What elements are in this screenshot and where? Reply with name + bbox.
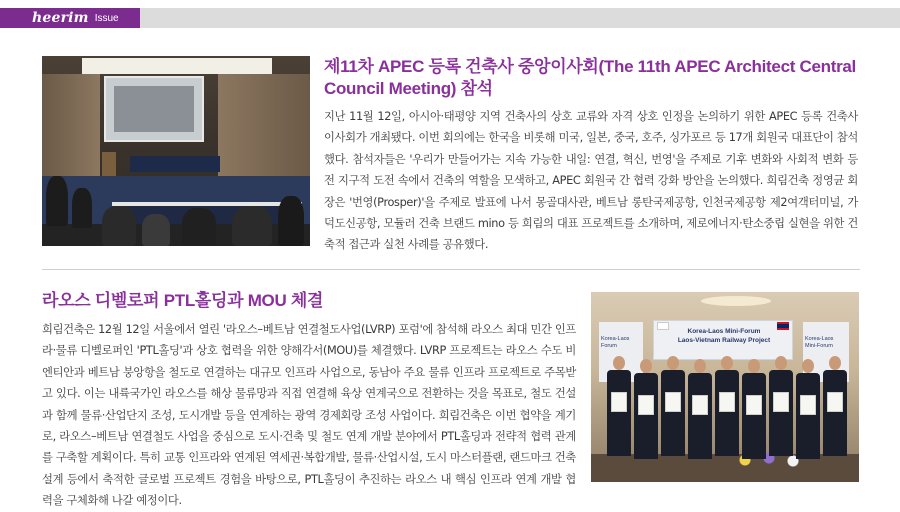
article-title: 제11차 APEC 등록 건축사 중앙이사회(The 11th APEC Architect Central Council Meeting) 참석 [324, 57, 856, 98]
photo-mou-document [665, 392, 681, 412]
photo-mou-document [638, 395, 654, 415]
photo-mou-document [827, 392, 843, 412]
photo-person-suit [769, 370, 793, 456]
photo-person-head [613, 356, 625, 370]
photo-person-head [721, 356, 733, 370]
brand-block [0, 8, 140, 28]
section-label: Issue [94, 12, 119, 24]
conference-photo [42, 56, 310, 246]
photo-person-head [694, 359, 706, 373]
photo-mou-document [719, 392, 735, 412]
photo-person-suit [688, 373, 712, 459]
photo-person-suit [823, 370, 847, 456]
photo-person-head [802, 359, 814, 373]
mou-signing-photo [591, 292, 859, 482]
brand-logo: heerim [32, 10, 89, 26]
photo-mou-document [773, 392, 789, 412]
photo-side-right-text: Korea-Laos Mini-Forum [805, 336, 834, 349]
article-title: 라오스 디벨로퍼 PTL홀딩과 MOU 체결 [42, 291, 324, 310]
photo-person-suit [634, 373, 658, 459]
article-body: 지난 11월 12일, 아시아·태평양 지역 건축사의 상호 교류와 자격 상호 인정을 논의하기 위한 APEC 등록 건축사 이사회가 개최됐다. 이번 회의에는 한국을 비롯해 미국, 일본, 중국, 호주, 싱가포르 등 17개 회원국 대표단이 참석했다. 참석자들은 '우리가 만들어가는 지속 가능한 내일: 연결, 혁신, 번영'을 주제로 기후 변화와 사회적 변화 등 전 지구적 도전 속에서 건축의 역할을 모색하고, APEC 회원국 간 협력 강화 방안을 논의했다. 희림건축 정영균 회장은 '번영(Prosper)'을 주제로 발표에 나서 몽골대사관, 베트남 롱탄국제공항, 인천국제공항 제2여객터미널, 가덕도신공항, 모듈러 건축 브랜드 mino 등 희림의 대표 프로젝트를 소개하며, 제로에너지·탄소중립 실현을 위한 건축적 접근과 실천 사례를 공유했다. [324, 110, 858, 252]
article-ptl-mou [42, 290, 576, 512]
photo-person-suit [607, 370, 631, 456]
photo-mou-document [611, 392, 627, 412]
photo-mou-document [692, 395, 708, 415]
photo-person-head [775, 356, 787, 370]
photo-person-suit [742, 373, 766, 459]
photo-person-suit [661, 370, 685, 456]
photo-mou-document [800, 395, 816, 415]
header-bar [0, 8, 900, 28]
photo-person-head [640, 359, 652, 373]
photo-person-suit [796, 373, 820, 459]
photo-mou-document [746, 395, 762, 415]
article-apec-meeting [324, 56, 858, 256]
photo-side-left-text: Korea-Laos Forum [601, 336, 630, 349]
photo-person-head [748, 359, 760, 373]
section-divider [42, 269, 860, 270]
photo-banner-text: Korea-Laos Mini-Forum Laos-Vietnam Railway Project [677, 328, 771, 344]
photo-person-suit [715, 370, 739, 456]
article-body: 희림건축은 12월 12일 서울에서 열린 '라오스–베트남 연결철도사업(LVRP) 포럼'에 참석해 라오스 최대 민간 인프라·물류 디벨로퍼인 'PTL홀딩'과 상호 협력을 위한 양해각서(MOU)를 체결했다. LVRP 프로젝트는 라오스 수도 비엔티안과 베트남 붕앙항을 철도로 연결하는 대규모 인프라 사업으로, 동남아 주요 물류 인프라 프로젝트로 주목받고 있다. 이는 내륙국가인 라오스를 해상 물류망과 직접 연결해 육상 연계국으로 전환하는 것을 목표로, 철도 건설과 함께 물류·산업단지 조성, 도시개발 등을 연계하는 광역 경제회랑 조성 사업이다. 희림건축은 이번 협약을 계기로, 라오스–베트남 연결철도 사업을 중심으로 도시·건축 및 철도 연계 개발 분야에서 PTL홀딩과 전략적 협력 관계를 구축할 계획이다. 특히 교통 인프라와 연계된 역세권·복합개발, 물류·산업시설, 도시 마스터플랜, 랜드마크 건축 설계 등에서 축적한 글로벌 프로젝트 경험을 바탕으로, PTL홀딩이 추진하는 라오스 내 핵심 인프라 연계 개발 협력을 구체화해 나갈 예정이다. [42, 323, 576, 508]
photo-person-head [829, 356, 841, 370]
photo-person-head [667, 356, 679, 370]
